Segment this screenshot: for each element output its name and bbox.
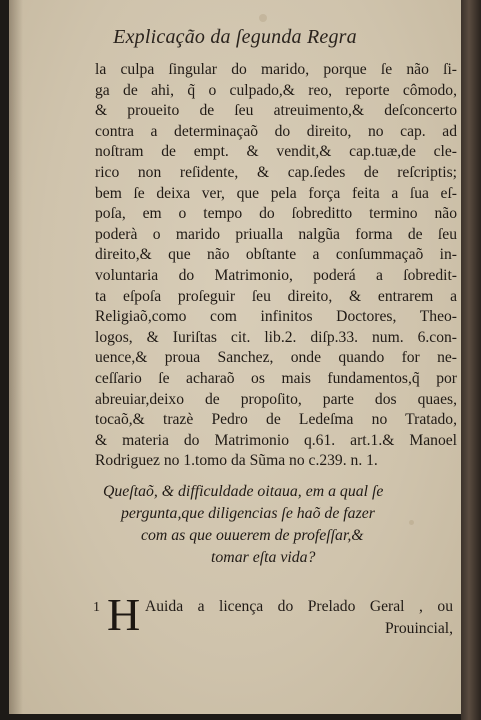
- question-line: pergunta,que diligencias ſe haõ de fazer: [121, 505, 375, 522]
- text-line: direito,& que não obſtante a conſummaçaõ in-: [95, 246, 457, 264]
- text-line: voluntaria do Matrimonio, poderá a ſobredit-: [95, 266, 457, 284]
- text-line: poderà o marido priualla nalgũa forma de ſeu: [95, 225, 457, 243]
- text-line: ga de ahi, q̃ o culpado,& reo, reporte cômodo,: [95, 81, 457, 99]
- gutter-shadow: [9, 0, 23, 714]
- text-line: abreuiar,deixo de propoſito, parte dos quaes,: [95, 390, 457, 408]
- text-line: & materia do Matrimonio q.61. art.1.& Manoel: [95, 431, 457, 449]
- paragraph-number: 1: [93, 600, 100, 615]
- paper-stain: [259, 14, 267, 22]
- text-line: logos, & Iuriſtas cit. lib.2. diſp.33. num. 6.con-: [95, 328, 457, 346]
- text-line: Prouincial,: [385, 620, 453, 637]
- question-heading: [103, 481, 453, 569]
- text-line: poſa, em o tempo do ſobreditto termino não: [95, 205, 457, 223]
- question-line: Queſtaõ, & difficuldade oitaua, em a qual ſe: [103, 483, 384, 500]
- text-line: bem ſe deixa ver, que pela força feita a ſua eſ-: [95, 184, 457, 202]
- text-line: Auida a licença do Prelado Geral , ou: [145, 598, 453, 615]
- body-text: [95, 60, 457, 472]
- text-line: contra a determinaçaõ do direito, no cap. ad: [95, 122, 457, 140]
- text-line: Rodriguez no 1.tomo da Sũma no c.239. n. 1.: [95, 452, 378, 470]
- text-line: la culpa ſingular do marido, porque ſe não ſi-: [95, 61, 457, 78]
- book-edge: [461, 0, 481, 720]
- book-page: [9, 0, 461, 714]
- text-line: & proueito de ſeu atreuimento,& deſconcerto: [95, 102, 457, 120]
- question-line: com as que ouuerem de profeſſar,&: [141, 527, 364, 544]
- question-line: tomar eſta vida?: [211, 549, 316, 566]
- section-paragraph: [93, 589, 453, 646]
- text-line: ceſſario ſe acharaõ os mais fundamentos,q̃ por: [95, 369, 457, 387]
- text-line: tocaõ,& trazè Pedro de Ledeſma no Tratado,: [95, 411, 457, 429]
- text-line: Religiaõ,como com infinitos Doctores, Theo-: [95, 308, 457, 326]
- drop-cap: H: [107, 589, 141, 640]
- text-line: ta eſpoſa proſeguir ſeu direito, & entrarem a: [95, 287, 457, 305]
- text-line: noſtram de empt. & vendit,& cap.tuæ,de cle-: [95, 143, 457, 161]
- running-head: Explicação da ſegunda Regra: [113, 26, 357, 48]
- text-line: rico non reſidente, & cap.ſedes de reſcriptis;: [95, 163, 457, 181]
- text-line: uence,& proua Sanchez, onde quando for ne-: [95, 349, 457, 367]
